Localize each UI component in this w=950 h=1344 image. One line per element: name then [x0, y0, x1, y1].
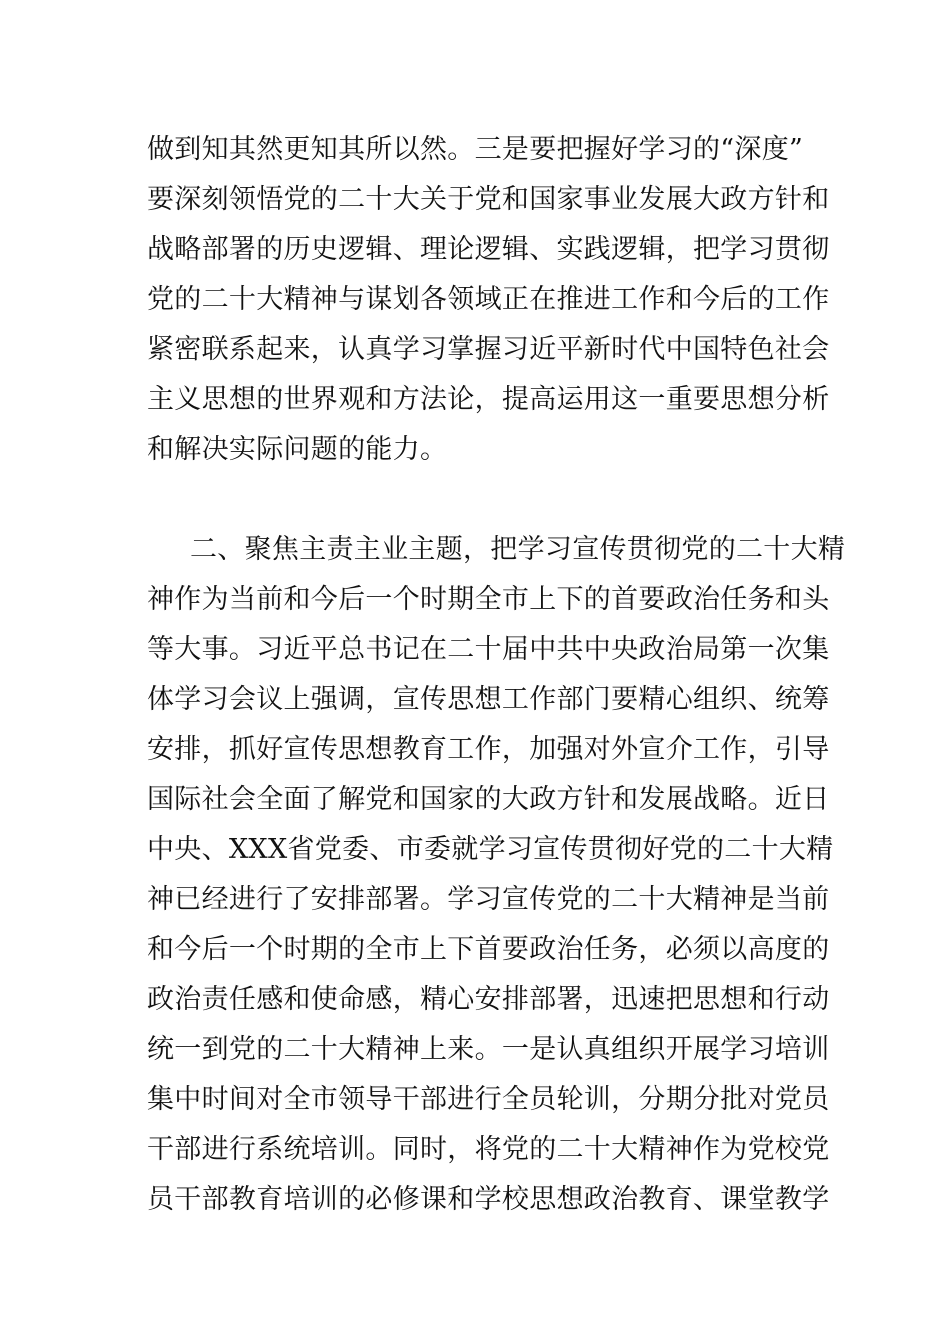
text-line: 体学习会议上强调，宣传思想工作部门要精心组织、统筹 [147, 684, 830, 715]
text-line: 集中时间对全市领导干部进行全员轮训，分期分批对党员 [147, 1084, 830, 1115]
text-line: 政治责任感和使命感，精心安排部署，迅速把思想和行动 [147, 984, 830, 1015]
text-line: 主义思想的世界观和方法论，提高运用这一重要思想分析 [147, 384, 830, 415]
section-heading-line: 二、聚焦主责主业主题，把学习宣传贯彻党的二十大精 [190, 534, 846, 565]
text-line: 干部进行系统培训。同时，将党的二十大精神作为党校党 [147, 1134, 830, 1165]
text-line: 中央、XXX省党委、市委就学习宣传贯彻好党的二十大精 [147, 834, 834, 865]
text-line: 做到知其然更知其所以然。三是要把握好学习的“深度” [147, 134, 804, 165]
text-line: 安排，抓好宣传思想教育工作，加强对外宣介工作，引导 [147, 734, 830, 765]
text-line: 神已经进行了安排部署。学习宣传党的二十大精神是当前 [147, 884, 830, 915]
text-line: 和今后一个时期的全市上下首要政治任务，必须以高度的 [147, 934, 830, 965]
text-line: 统一到党的二十大精神上来。一是认真组织开展学习培训 [147, 1034, 830, 1065]
text-line: 国际社会全面了解党和国家的大政方针和发展战略。近日 [147, 784, 830, 815]
text-line: 和解决实际问题的能力。 [147, 434, 448, 465]
text-line: 员干部教育培训的必修课和学校思想政治教育、课堂教学 [147, 1184, 830, 1215]
text-line: 战略部署的历史逻辑、理论逻辑、实践逻辑，把学习贯彻 [147, 234, 830, 265]
text-line: 神作为当前和今后一个时期全市上下的首要政治任务和头 [147, 584, 830, 615]
text-line: 要深刻领悟党的二十大关于党和国家事业发展大政方针和 [147, 184, 830, 215]
text-line: 等大事。习近平总书记在二十届中共中央政治局第一次集 [147, 634, 830, 665]
text-line: 紧密联系起来，认真学习掌握习近平新时代中国特色社会 [147, 334, 830, 365]
text-line: 党的二十大精神与谋划各领域正在推进工作和今后的工作 [147, 284, 830, 315]
